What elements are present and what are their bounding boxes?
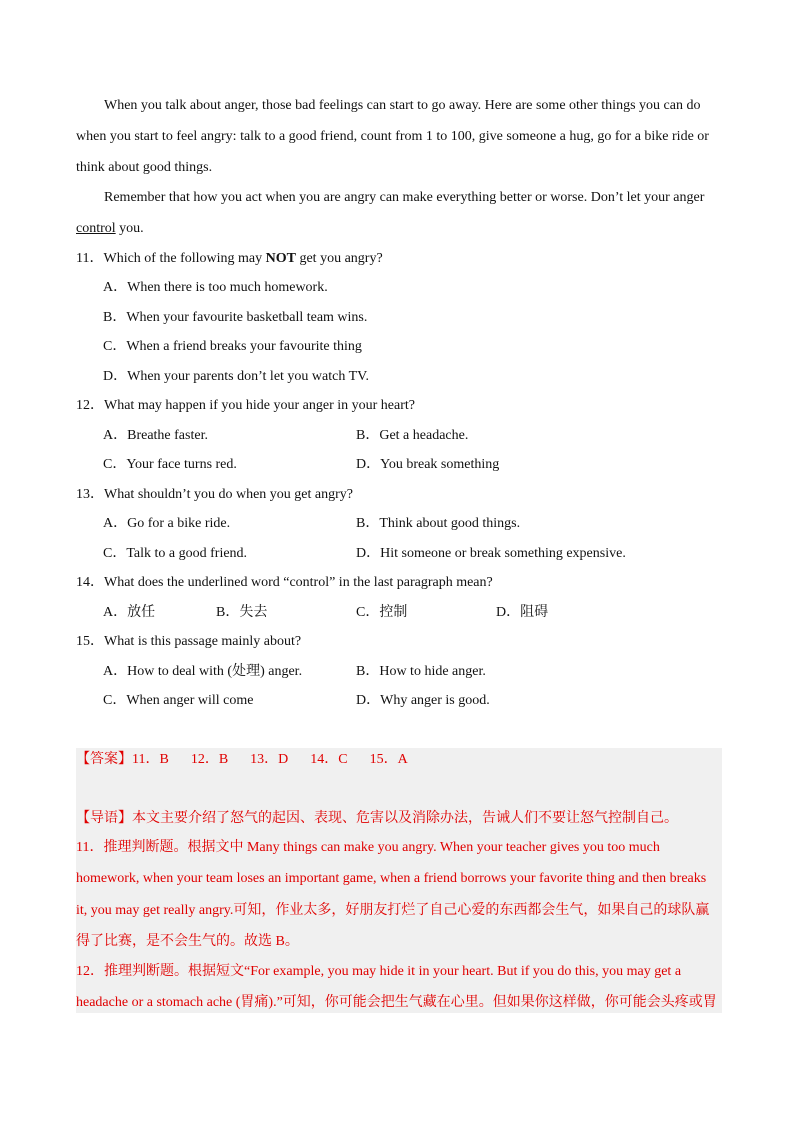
- guide-text: 本文主要介绍了怒气的起因、表现、危害以及消除办法，告诫人们不要让怒气控制自己。: [132, 811, 678, 826]
- guide-line: [76, 810, 678, 828]
- question-stem: [76, 633, 301, 651]
- option-a: A．When there is too much homework.: [103, 280, 328, 295]
- option-d: D．阻碍: [496, 605, 549, 620]
- option-c: C．Your face turns red.: [103, 457, 237, 472]
- option-d: D．Hit someone or break something expensive.: [356, 546, 626, 561]
- question-text: What shouldn’t you do when you get angry?: [104, 487, 353, 502]
- passage-line: Remember that how you act when you are angry can make everything better or worse. Don’t let your anger: [104, 190, 705, 205]
- question-text: What may happen if you hide your anger in your heart?: [104, 398, 416, 413]
- passage-text: you.: [115, 221, 144, 236]
- answer-item: 15．A: [369, 752, 408, 767]
- explanation-line: 得了比赛，是不会生气的。故选 B。: [76, 934, 299, 949]
- question-text: get you angry?: [295, 251, 383, 266]
- option-c: C．控制: [356, 605, 408, 620]
- question-text: What does the underlined word “control” in the last paragraph mean?: [104, 575, 493, 590]
- option-a: A．放任: [103, 605, 156, 620]
- question-number: 13．: [76, 487, 104, 502]
- passage-line: think about good things.: [76, 160, 213, 175]
- question-stem: [76, 250, 383, 268]
- passage-line: When you talk about anger, those bad feelings can start to go away. Here are some other things you can do: [104, 98, 701, 113]
- answer-item: 12．B: [190, 752, 229, 767]
- question-number: 12．: [76, 398, 104, 413]
- answer-item: 11．B: [132, 752, 169, 767]
- explanation-line: 11．推理判断题。根据文中 Many things can make you angry. When your teacher gives you too much: [76, 840, 660, 855]
- option-b: B．How to hide anger.: [356, 664, 486, 679]
- question-stem: [76, 397, 415, 415]
- guide-label: 【导语】: [76, 811, 132, 826]
- question-emphasis: NOT: [265, 251, 296, 266]
- explanation-line: it, you may get really angry.可知，作业太多，好朋友打烂了自己心爱的东西都会生气，如果自己的球队赢: [76, 903, 710, 918]
- explanation-line: headache or a stomach ache (胃痛).”可知，你可能会把生气藏在心里。但如果你这样做，你可能会头疼或胃: [76, 995, 717, 1010]
- option-a: A．Go for a bike ride.: [103, 516, 231, 531]
- explanation-line: homework, when your team loses an important game, when a friend borrows your favorite thing and then breaks: [76, 871, 707, 886]
- question-text: What is this passage mainly about?: [104, 634, 302, 649]
- answer-key: [76, 751, 430, 769]
- option-a: A．Breathe faster.: [103, 428, 208, 443]
- option-d: D．When your parents don’t let you watch TV.: [103, 369, 369, 384]
- answer-item: 14．C: [310, 752, 348, 767]
- option-b: B．失去: [216, 605, 268, 620]
- option-a: A．How to deal with (处理) anger.: [103, 664, 303, 679]
- question-number: 14．: [76, 575, 104, 590]
- option-d: D．You break something: [356, 457, 500, 472]
- question-number: 15．: [76, 634, 104, 649]
- underlined-word: control: [76, 221, 116, 236]
- question-stem: [76, 486, 353, 504]
- option-d: D．Why anger is good.: [356, 693, 490, 708]
- option-c: C．When anger will come: [103, 693, 254, 708]
- option-b: B．When your favourite basketball team wins.: [103, 310, 368, 325]
- question-number: 11．: [76, 251, 104, 266]
- answer-item: 13．D: [250, 752, 289, 767]
- option-c: C．Talk to a good friend.: [103, 546, 248, 561]
- option-b: B．Think about good things.: [356, 516, 521, 531]
- option-b: B．Get a headache.: [356, 428, 469, 443]
- passage-line: [76, 220, 144, 238]
- question-text: Which of the following may: [103, 251, 266, 266]
- passage-line: when you start to feel angry: talk to a good friend, count from 1 to 100, give someone a hug, go for a bike ride or: [76, 129, 709, 144]
- answer-label: 【答案】: [76, 752, 132, 767]
- option-c: C．When a friend breaks your favourite thing: [103, 339, 362, 354]
- explanation-line: 12．推理判断题。根据短文“For example, you may hide it in your heart. But if you do this, you may get a: [76, 964, 682, 979]
- question-stem: [76, 574, 493, 592]
